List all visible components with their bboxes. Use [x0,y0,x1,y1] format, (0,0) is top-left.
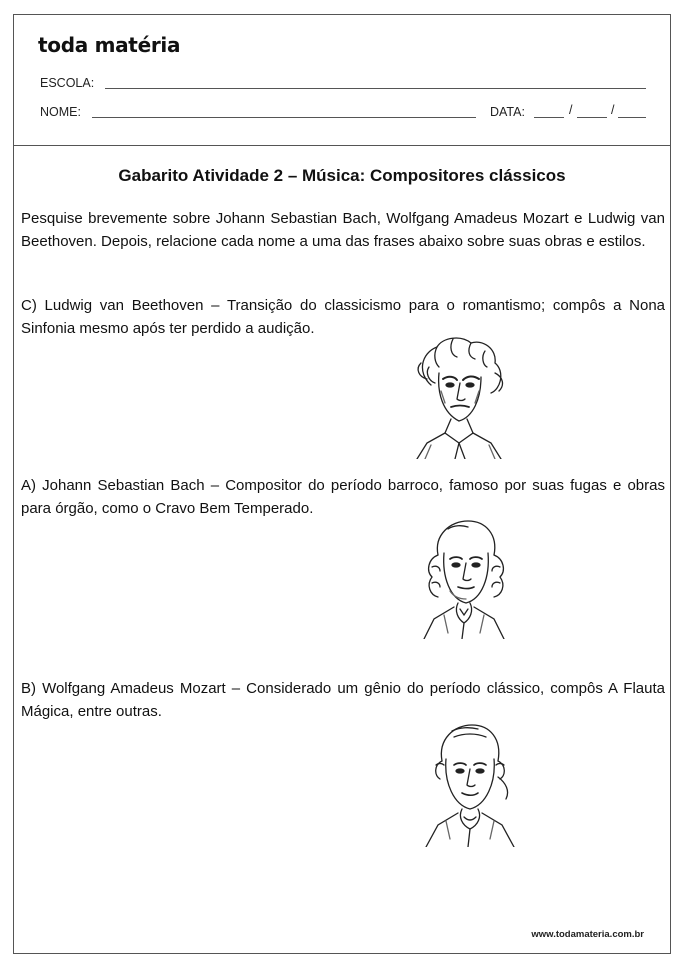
answer-beethoven: C) Ludwig van Beethoven – Transição do classicismo para o romantismo; compôs a Nona Sinfonia mesmo após ter perdido a audição. [21,297,665,337]
footer-url: www.todamateria.com.br [531,929,644,940]
worksheet-title: Gabarito Atividade 2 – Música: Compositores clássicos [118,166,566,185]
worksheet-header [14,15,670,146]
date-month-line [577,117,607,118]
date-year-line [618,117,646,118]
date-separator: / [569,103,573,117]
answer-mozart: B) Wolfgang Amadeus Mozart – Considerado um gênio do período clássico, compôs A Flauta Mágica, entre outras. [21,680,665,720]
instructions-paragraph: Pesquise brevemente sobre Johann Sebastian Bach, Wolfgang Amadeus Mozart e Ludwig van Beethoven. Depois, relacione cada nome a uma das frases abaixo sobre suas obras e estilos. [21,210,665,250]
date-label: DATA: [490,105,525,119]
school-line [105,88,646,89]
school-label: ESCOLA: [40,76,95,90]
mozart-portrait-illustration [414,719,524,847]
name-line [92,117,476,118]
bach-portrait-illustration [414,515,514,639]
logo: toda matéria [38,33,181,57]
name-label: NOME: [40,105,81,119]
beethoven-portrait-illustration [409,333,509,459]
date-day-line [534,117,564,118]
answer-bach: A) Johann Sebastian Bach – Compositor do período barroco, famoso por suas fugas e obras para órgão, como o Cravo Bem Temperado. [21,477,665,517]
worksheet [13,14,671,954]
date-separator: / [611,103,615,117]
